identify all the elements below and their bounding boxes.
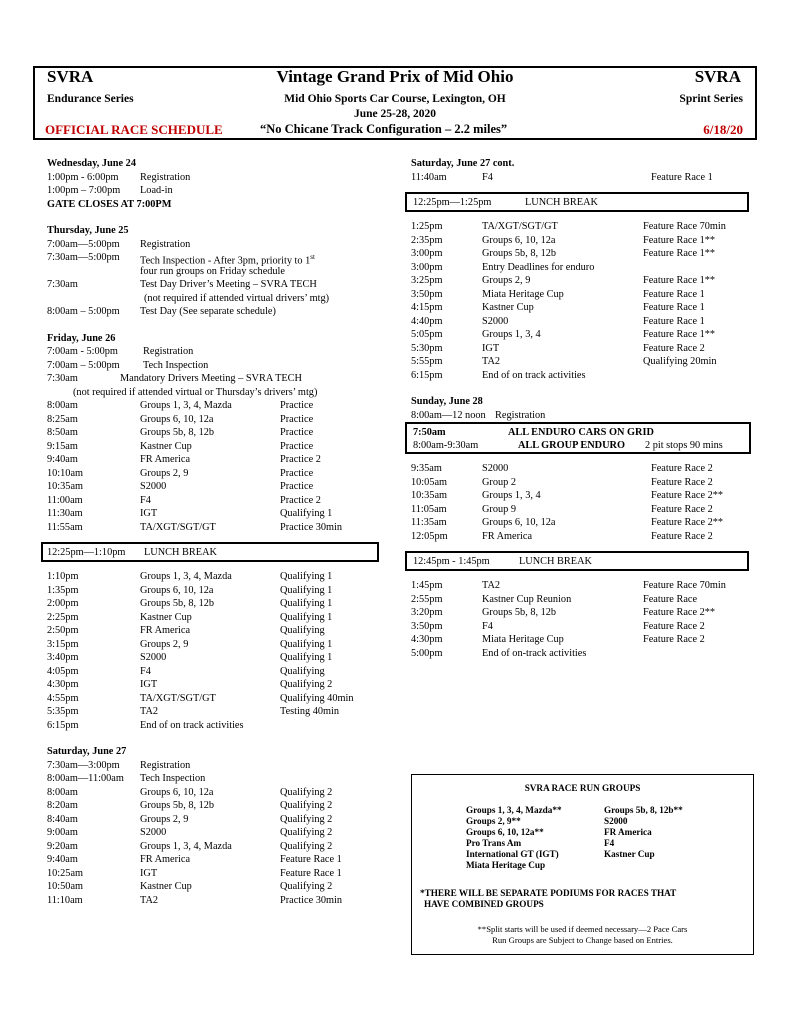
row-time: 10:35am [411, 490, 448, 501]
schedule-row [411, 593, 761, 607]
row-session: Feature Race 2 [643, 342, 705, 354]
row-time: 10:25am [47, 867, 84, 879]
row-session: Qualifying 1 [280, 571, 333, 582]
podium-note: *THERE WILL BE SEPARATE PODIUMS FOR RACES THAT [420, 888, 677, 898]
schedule-row [411, 606, 761, 620]
schedule-row [411, 579, 761, 593]
left-column [47, 157, 387, 907]
schedule-row [47, 399, 387, 413]
schedule-row: 8:00am – 5:00pm Test Day (See separate schedule) [47, 306, 276, 317]
schedule-row: 7:30am Mandatory Drivers Meeting – SVRA TECH [47, 373, 302, 384]
sunday-afternoon-rows [411, 579, 761, 660]
row-time: 1:00pm – 7:00pm [47, 185, 121, 196]
row-time: 11:05am [411, 503, 447, 515]
saturday-afternoon-rows [411, 220, 761, 382]
row-time: 3:50pm [411, 288, 443, 300]
row-time: 5:05pm [411, 329, 443, 340]
row-event: Group 2 [482, 476, 517, 488]
schedule-row [411, 462, 761, 476]
schedule-row: 7:30am—3:00pm Registration [47, 759, 191, 771]
schedule-row [47, 507, 387, 521]
row-time: 2:50pm [47, 625, 79, 636]
row-session: Qualifying 1 [280, 652, 333, 663]
schedule-row [47, 494, 387, 508]
row-event: Groups 1, 3, 4, Mazda [140, 840, 232, 852]
row-session: Practice 2 [280, 454, 321, 465]
friday-morning-rows [47, 399, 387, 534]
schedule-row [47, 184, 387, 198]
row-session: Feature Race 2** [643, 607, 716, 618]
schedule-row [47, 440, 387, 454]
row-session: Practice [280, 400, 314, 411]
row-time: 11:30am [47, 508, 83, 519]
schedule-row [47, 853, 387, 867]
row-time: 2:35pm [411, 234, 443, 246]
schedule-row [47, 480, 387, 494]
row-event: Kastner Cup [482, 302, 534, 313]
row-event: FR America [140, 625, 191, 636]
row-session: Practice [280, 413, 314, 425]
schedule-row [47, 171, 387, 185]
row-event: Miata Heritage Cup [482, 634, 564, 645]
row-session: Feature Race 2 [651, 463, 713, 474]
row-time: 1:00pm - 6:00pm [47, 171, 119, 183]
row-event: Kastner Cup [140, 440, 192, 452]
row-event: S2000 [482, 463, 509, 474]
schedule-row [47, 651, 387, 665]
row-session: Practice 30min [280, 521, 343, 533]
row-session: Feature Race 2** [651, 517, 724, 528]
schedule-row [47, 826, 387, 840]
row-event: Groups 6, 10, 12a [140, 413, 214, 425]
left-series-title: SVRA [47, 67, 94, 86]
track-config: “No Chicane Track Configuration – 2.2 miles” [260, 122, 508, 136]
row-session: Feature Race 2 [643, 620, 705, 632]
row-event: F4 [140, 665, 151, 677]
schedule-row [411, 288, 761, 302]
row-event: Groups 6, 10, 12a [140, 786, 214, 798]
schedule-row [47, 880, 387, 894]
day-heading-thursday: Thursday, June 25 [47, 225, 129, 236]
row-session: Qualifying 2 [280, 800, 333, 811]
row-time: 9:40am [47, 454, 78, 465]
schedule-row [47, 638, 387, 652]
row-session: Feature Race 2 [651, 476, 713, 488]
row-time: 11:10am [47, 894, 83, 906]
run-groups-box [411, 774, 754, 955]
row-event: Registration [140, 171, 191, 183]
event-title: Vintage Grand Prix of Mid Ohio [276, 67, 514, 86]
row-time: 10:05am [411, 476, 448, 488]
schedule-row [411, 247, 761, 261]
schedule-row [47, 624, 387, 638]
row-event: Groups 6, 10, 12a [482, 517, 556, 528]
schedule-row [411, 476, 761, 490]
schedule-row [47, 705, 387, 719]
gate-closes: GATE CLOSES AT 7:00PM [47, 198, 172, 210]
saturday-morning-rows [47, 786, 387, 908]
schedule-row [411, 328, 761, 342]
run-group-right: Groups 5b, 8, 12b** [604, 805, 683, 815]
venue: Mid Ohio Sports Car Course, Lexington, OH [284, 93, 506, 105]
schedule-row: 8:00am—12 noon Registration [411, 409, 546, 421]
schedule-row [47, 678, 387, 692]
row-session: Feature Race 1 [280, 854, 342, 865]
schedule-row [411, 301, 761, 315]
row-time: 2:25pm [47, 611, 79, 623]
row-session: Qualifying 2 [280, 786, 333, 798]
row-time: 8:00am [47, 400, 78, 411]
row-event: S2000 [482, 315, 509, 327]
day-heading-friday: Friday, June 26 [47, 332, 116, 344]
enduro-box: 7:50am ALL ENDURO CARS ON GRID 8:00am-9:30am ALL GROUP ENDURO 2 pit stops 90 mins [405, 422, 751, 454]
row-session: Qualifying 1 [280, 611, 333, 623]
schedule-row-continued: (not required if attended virtual or Thursday’s drivers’ mtg) [73, 386, 318, 398]
row-session: Qualifying 1 [280, 598, 333, 609]
row-event: Groups 5b, 8, 12b [482, 607, 557, 618]
schedule-row: 7:00am - 5:00pm Registration [47, 346, 194, 357]
schedule-row [411, 503, 761, 517]
row-session: Feature Race 2 [651, 530, 713, 542]
row-session: Practice [280, 467, 314, 479]
row-event: Groups 1, 3, 4 [482, 329, 541, 340]
row-time: 5:00pm [411, 647, 443, 659]
run-group-left: Groups 1, 3, 4, Mazda** [466, 805, 562, 815]
row-event: IGT [140, 508, 158, 519]
row-event: Kastner Cup Reunion [482, 593, 572, 605]
row-event: Groups 2, 9 [140, 638, 189, 650]
row-event: Load-in [140, 185, 173, 196]
schedule-row [411, 633, 761, 647]
row-time: 9:35am [411, 463, 442, 474]
day-heading-saturday: Saturday, June 27 [47, 746, 127, 757]
row-event: Groups 5b, 8, 12b [140, 427, 215, 438]
schedule-row: 7:30am Test Day Driver’s Meeting – SVRA TECH [47, 279, 317, 290]
row-session: Qualifying 2 [280, 840, 333, 852]
row-session: Qualifying 2 [280, 813, 333, 825]
row-time: 9:15am [47, 440, 78, 452]
schedule-header [33, 66, 757, 140]
row-time: 8:20am [47, 800, 78, 811]
schedule-row [47, 611, 387, 625]
schedule-row [47, 426, 387, 440]
schedule-row [47, 813, 387, 827]
change-note: Run Groups are Subject to Change based on Entries. [492, 935, 673, 945]
day-heading-sunday: Sunday, June 28 [411, 396, 483, 407]
row-time: 2:00pm [47, 598, 79, 609]
row-event: TA/XGT/SGT/GT [140, 692, 216, 704]
schedule-row [411, 489, 761, 503]
row-time: 9:20am [47, 840, 78, 852]
row-session: Feature Race 1 [280, 867, 342, 879]
row-event: IGT [140, 679, 158, 690]
right-series-subtitle: Sprint Series [679, 93, 743, 105]
row-time: 1:35pm [47, 584, 79, 596]
right-series-title: SVRA [694, 67, 741, 86]
row-time: 11:00am [47, 494, 83, 506]
row-time: 1:25pm [411, 221, 443, 232]
row-time: 6:15pm [411, 369, 443, 381]
row-event: Groups 1, 3, 4, Mazda [140, 400, 232, 411]
schedule-row [47, 521, 387, 535]
row-time: 8:40am [47, 813, 78, 825]
run-groups-title: SVRA RACE RUN GROUPS [524, 783, 641, 793]
schedule-row [411, 261, 761, 275]
row-event: S2000 [140, 481, 167, 492]
row-event: Groups 2, 9 [140, 467, 189, 479]
row-event: TA2 [140, 894, 159, 906]
row-event: TA2 [140, 706, 159, 717]
schedule-row [47, 719, 387, 733]
schedule-row [411, 516, 761, 530]
row-time: 8:50am [47, 427, 78, 438]
row-event: FR America [140, 454, 191, 465]
row-session: Practice 30min [280, 894, 343, 906]
day-heading-saturday-cont: Saturday, June 27 cont. [411, 158, 515, 169]
schedule-row [47, 867, 387, 881]
left-series-subtitle: Endurance Series [47, 93, 134, 105]
schedule-row: 8:00am—11:00am Tech Inspection [47, 773, 206, 784]
row-time: 9:00am [47, 827, 78, 838]
row-session: Feature Race 1** [643, 329, 716, 340]
friday-afternoon-rows [47, 570, 387, 732]
wednesday-rows [47, 171, 387, 198]
row-session: Practice 2 [280, 494, 321, 506]
friday-lunch-break-box: 12:25pm—1:10pm LUNCH BREAK [41, 542, 379, 562]
day-heading-wednesday: Wednesday, June 24 [47, 158, 136, 169]
row-event: FR America [140, 854, 191, 865]
schedule-row [411, 355, 761, 369]
row-session: Practice [280, 427, 314, 438]
schedule-row [47, 692, 387, 706]
revision-date: 6/18/20 [703, 122, 743, 137]
row-time: 1:10pm [47, 571, 79, 582]
official-label: OFFICIAL RACE SCHEDULE [45, 122, 223, 137]
row-session: Feature Race 2** [651, 490, 724, 501]
row-session: Feature Race 1** [643, 248, 716, 259]
row-session: Feature Race 1 [643, 302, 705, 313]
run-group-left: Groups 6, 10, 12a** [466, 827, 544, 837]
event-dates: June 25-28, 2020 [353, 108, 437, 120]
schedule-row [411, 234, 761, 248]
row-time: 3:50pm [411, 620, 443, 632]
schedule-row [411, 620, 761, 634]
row-time: 10:35am [47, 481, 84, 492]
row-time: 3:40pm [47, 652, 79, 663]
row-time: 3:00pm [411, 248, 443, 259]
row-event: TA/XGT/SGT/GT [482, 221, 558, 232]
run-group-left: International GT (IGT) [466, 849, 559, 859]
schedule-row: 7:00am—5:00pm Registration [47, 238, 191, 250]
run-group-right: S2000 [604, 816, 628, 826]
row-time: 2:55pm [411, 593, 443, 605]
right-column [411, 157, 761, 660]
schedule-row [47, 799, 387, 813]
schedule-row: 11:40am F4 Feature Race 1 [411, 171, 713, 183]
schedule-row [47, 570, 387, 584]
row-event: Entry Deadlines for enduro [482, 261, 595, 273]
row-time: 5:30pm [411, 342, 443, 354]
sunday-lunch-break-box: 12:45pm - 1:45pm LUNCH BREAK [405, 551, 749, 571]
schedule-row [47, 453, 387, 467]
row-event: Groups 6, 10, 12a [482, 234, 556, 246]
row-event: Groups 2, 9 [482, 275, 531, 286]
row-time: 6:15pm [47, 719, 79, 731]
row-session: Qualifying 1 [280, 584, 333, 596]
row-time: 11:55am [47, 521, 83, 533]
run-group-left: Miata Heritage Cup [466, 860, 546, 870]
schedule-row [411, 274, 761, 288]
schedule-row [47, 894, 387, 908]
row-event: Groups 2, 9 [140, 813, 189, 825]
row-session: Feature Race 1** [643, 234, 716, 246]
row-session: Feature Race 70min [643, 221, 726, 232]
row-time: 12:05pm [411, 530, 448, 542]
row-event: End of on track activities [482, 369, 586, 381]
row-time: 8:00am [47, 786, 78, 798]
row-event: Groups 5b, 8, 12b [482, 248, 557, 259]
row-time: 1:45pm [411, 580, 443, 591]
schedule-row: 7:30am—5:00pm Tech Inspection - After 3pm, priority to 1st [47, 252, 315, 267]
podium-note-cont: HAVE COMBINED GROUPS [424, 899, 544, 909]
row-event: Groups 1, 3, 4 [482, 490, 541, 501]
row-time: 9:40am [47, 854, 78, 865]
split-start-note: **Split starts will be used if deemed necessary—2 Pace Cars [477, 924, 688, 934]
row-time: 4:55pm [47, 692, 79, 704]
schedule-row [47, 597, 387, 611]
schedule-row [47, 840, 387, 854]
schedule-row [47, 786, 387, 800]
row-time: 10:50am [47, 881, 84, 892]
schedule-row [47, 413, 387, 427]
row-session: Feature Race 70min [643, 580, 726, 591]
row-time: 4:30pm [47, 679, 79, 690]
row-time: 10:10am [47, 467, 84, 479]
row-event: Groups 5b, 8, 12b [140, 598, 215, 609]
row-session: Qualifying [280, 625, 325, 636]
row-time: 4:05pm [47, 665, 79, 677]
schedule-row [47, 665, 387, 679]
row-session: Qualifying 20min [643, 356, 717, 367]
row-time: 11:35am [411, 517, 447, 528]
row-session: Practice [280, 481, 314, 492]
row-time: 4:15pm [411, 302, 443, 313]
row-session: Qualifying 2 [280, 679, 333, 690]
row-event: End of on-track activities [482, 647, 587, 659]
schedule-row [411, 220, 761, 234]
row-time: 3:15pm [47, 638, 79, 650]
schedule-row: 7:00am – 5:00pm Tech Inspection [47, 359, 209, 371]
row-event: Groups 5b, 8, 12b [140, 800, 215, 811]
row-time: 8:25am [47, 413, 78, 425]
row-time: 4:30pm [411, 634, 443, 645]
row-time: 4:40pm [411, 315, 443, 327]
row-event: TA/XGT/SGT/GT [140, 521, 216, 533]
row-event: TA2 [482, 580, 501, 591]
sunday-morning-rows [411, 462, 761, 543]
schedule-row [47, 467, 387, 481]
row-event: S2000 [140, 652, 167, 663]
schedule-row [47, 584, 387, 598]
row-event: Kastner Cup [140, 611, 192, 623]
row-session: Practice [280, 440, 314, 452]
row-session: Qualifying 1 [280, 638, 333, 650]
row-event: Miata Heritage Cup [482, 288, 564, 300]
saturday-lunch-break-box: 12:25pm—1:25pm LUNCH BREAK [405, 192, 749, 212]
row-event: TA2 [482, 356, 501, 367]
row-session: Feature Race 2 [651, 503, 713, 515]
row-event: Group 9 [482, 503, 517, 515]
row-time: 3:20pm [411, 607, 443, 618]
row-session: Feature Race 1** [643, 275, 716, 286]
row-time: 3:00pm [411, 261, 443, 273]
row-event: Kastner Cup [140, 881, 192, 892]
run-group-left: Groups 2, 9** [466, 816, 521, 826]
row-session: Feature Race 1 [643, 288, 705, 300]
schedule-row-continued: four run groups on Friday schedule [140, 265, 285, 277]
row-event: End of on track activities [140, 719, 244, 731]
row-event: FR America [482, 530, 533, 542]
schedule-row-continued: (not required if attended virtual drivers’ mtg) [144, 292, 330, 304]
row-time: 3:25pm [411, 275, 443, 286]
row-event: F4 [482, 620, 493, 632]
row-session: Qualifying 2 [280, 881, 333, 892]
row-session: Qualifying 2 [280, 827, 333, 838]
run-group-right: Kastner Cup [604, 849, 655, 859]
row-time: 5:55pm [411, 356, 443, 367]
row-session: Qualifying 40min [280, 692, 354, 704]
schedule-row [411, 647, 761, 661]
row-event: F4 [140, 494, 151, 506]
row-event: Groups 6, 10, 12a [140, 584, 214, 596]
run-group-right: FR America [604, 827, 652, 837]
run-group-right: F4 [604, 838, 615, 848]
row-session: Testing 40min [280, 706, 340, 717]
row-event: Groups 1, 3, 4, Mazda [140, 571, 232, 582]
row-session: Feature Race 1 [643, 315, 705, 327]
schedule-row [411, 342, 761, 356]
row-time: 5:35pm [47, 706, 79, 717]
schedule-row [411, 530, 761, 544]
row-session: Qualifying 1 [280, 508, 333, 519]
row-event: IGT [482, 342, 500, 354]
row-session: Feature Race 2 [643, 634, 705, 645]
row-event: IGT [140, 867, 158, 879]
schedule-row [411, 369, 761, 383]
row-session: Qualifying [280, 665, 325, 677]
schedule-row [411, 315, 761, 329]
row-event: S2000 [140, 827, 167, 838]
row-session: Feature Race [643, 593, 698, 605]
run-group-left: Pro Trans Am [466, 838, 522, 848]
